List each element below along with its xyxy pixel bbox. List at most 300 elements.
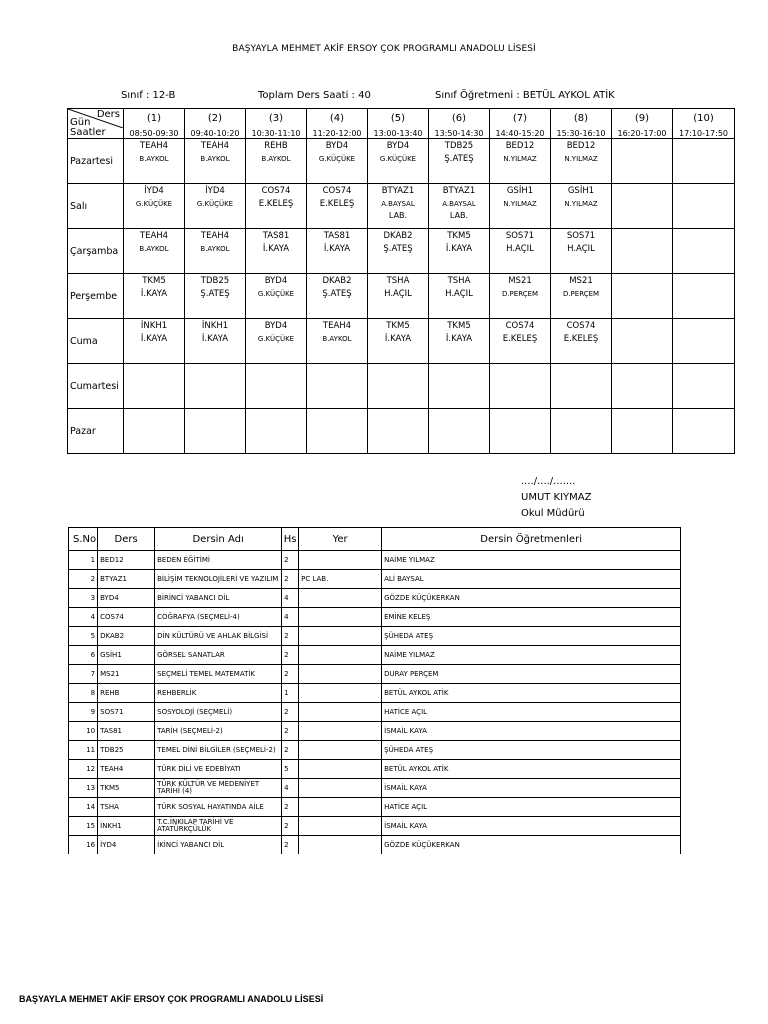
period-time: 10:30-11:10: [246, 128, 307, 139]
course-hours: 1: [282, 684, 299, 703]
lesson-cell: [124, 184, 185, 229]
lesson-teacher: G.KÜÇÜKE: [318, 155, 356, 163]
lesson-cell: [612, 364, 673, 409]
lesson-code: BED12: [566, 141, 596, 151]
lesson-code: COS74: [322, 186, 352, 196]
lesson-cell: [368, 184, 429, 229]
day-row: [68, 274, 735, 319]
course-room: PC LAB.: [299, 570, 382, 589]
course-code: TSHA: [98, 798, 155, 817]
course-no: 16: [69, 836, 98, 855]
course-teacher: İSMAİL KAYA: [382, 722, 681, 741]
lesson-cell: [429, 364, 490, 409]
course-code: İYD4: [98, 836, 155, 855]
lesson-teacher: Ş.ATEŞ: [200, 289, 230, 299]
lesson-cell: [612, 229, 673, 274]
lesson-code: BYD4: [264, 321, 288, 331]
lesson-cell: [124, 319, 185, 364]
day-row: [68, 319, 735, 364]
course-name: TÜRK DİLİ VE EDEBİYATI: [155, 760, 282, 779]
day-name: Pazar: [68, 409, 124, 454]
course-row: [69, 646, 681, 665]
course-code: BED12: [98, 551, 155, 570]
lesson-teacher: N.YILMAZ: [564, 200, 598, 208]
period-number: (6): [429, 109, 490, 129]
lesson-cell: [490, 229, 551, 274]
course-no: 13: [69, 779, 98, 798]
lesson-code: TEAH4: [139, 141, 169, 151]
course-hours: 2: [282, 665, 299, 684]
lesson-cell: [185, 229, 246, 274]
course-room: [299, 589, 382, 608]
course-no: 15: [69, 817, 98, 836]
course-no: 2: [69, 570, 98, 589]
total-hours: [258, 90, 371, 101]
course-hours: 4: [282, 589, 299, 608]
day-name: Perşembe: [68, 274, 124, 319]
lesson-cell: [551, 274, 612, 319]
lesson-cell: [368, 274, 429, 319]
lesson-cell: [185, 274, 246, 319]
course-room: [299, 646, 382, 665]
course-no: 11: [69, 741, 98, 760]
col-header-teachers: Dersin Öğretmenleri: [382, 528, 681, 551]
lesson-code: DKAB2: [383, 231, 413, 241]
course-name: BİLİŞİM TEKNOLOJİLERİ VE YAZILIM: [155, 570, 282, 589]
course-code: İNKH1: [98, 817, 155, 836]
day-name: Cumartesi: [68, 364, 124, 409]
corner-header: [68, 109, 124, 129]
lesson-cell: [490, 364, 551, 409]
lesson-teacher: G.KÜÇÜKE: [135, 200, 173, 208]
lesson-teacher: N.YILMAZ: [503, 155, 537, 163]
lesson-teacher: N.YILMAZ: [564, 155, 598, 163]
period-number: (2): [185, 109, 246, 129]
course-name: SOSYOLOJİ (SEÇMELİ): [155, 703, 282, 722]
lesson-cell: [551, 319, 612, 364]
course-room: [299, 608, 382, 627]
course-room: [299, 836, 382, 855]
lesson-code: BYD4: [325, 141, 349, 151]
lesson-cell: [307, 184, 368, 229]
signature-date: ..../..../.......: [521, 476, 576, 487]
lesson-teacher: Ş.ATEŞ: [322, 289, 352, 299]
day-row: [68, 139, 735, 184]
total-hours-value: 40: [358, 90, 371, 101]
day-name: Salı: [68, 184, 124, 229]
course-code: TEAH4: [98, 760, 155, 779]
course-list-body: [69, 551, 681, 855]
course-no: 5: [69, 627, 98, 646]
lesson-teacher: G.KÜÇÜKE: [196, 200, 234, 208]
footer-school-title: BAŞYAYLA MEHMET AKİF ERSOY ÇOK PROGRAMLI ANADOLU LİSESİ: [19, 994, 324, 1004]
course-hours: 2: [282, 551, 299, 570]
lesson-code: TSHA: [447, 276, 471, 286]
lesson-code: TEAH4: [200, 231, 230, 241]
period-number: (10): [673, 109, 735, 129]
lesson-code: İYD4: [205, 186, 225, 196]
day-row: [68, 409, 735, 454]
lesson-code: COS74: [505, 321, 535, 331]
period-number: (4): [307, 109, 368, 129]
lesson-code: TEAH4: [322, 321, 352, 331]
lesson-cell: [673, 319, 735, 364]
lesson-code: BYD4: [264, 276, 288, 286]
course-code: GSİH1: [98, 646, 155, 665]
lesson-code: GSİH1: [567, 186, 595, 196]
course-no: 9: [69, 703, 98, 722]
course-hours: 5: [282, 760, 299, 779]
lesson-code: SOS71: [505, 231, 535, 241]
lesson-teacher: E.KELEŞ: [319, 199, 355, 209]
lesson-cell: [490, 319, 551, 364]
lesson-code: MS21: [569, 276, 593, 286]
course-teacher: BETÜL AYKOL ATİK: [382, 684, 681, 703]
course-row: [69, 703, 681, 722]
period-time: 16:20-17:00: [612, 128, 673, 139]
course-hours: 4: [282, 608, 299, 627]
period-number: (1): [124, 109, 185, 129]
corner-saatler-label: Saatler: [70, 127, 106, 138]
lesson-code: TKM5: [386, 321, 410, 331]
course-name: BEDEN EĞİTİMİ: [155, 551, 282, 570]
weekly-schedule-table: [67, 108, 735, 454]
lesson-code: MS21: [508, 276, 532, 286]
lesson-code: BED12: [505, 141, 535, 151]
time-row: [68, 128, 735, 139]
period-time: 09:40-10:20: [185, 128, 246, 139]
lesson-cell: [307, 229, 368, 274]
lesson-cell: [246, 409, 307, 454]
course-name: İKİNCİ YABANCI DİL: [155, 836, 282, 855]
lesson-cell: [551, 139, 612, 184]
lesson-teacher: H.AÇIL: [506, 244, 534, 254]
lesson-teacher: B.AYKOL: [200, 155, 230, 163]
course-teacher: BETÜL AYKOL ATİK: [382, 760, 681, 779]
lesson-code: COS74: [566, 321, 596, 331]
corner-saatler: [68, 128, 124, 139]
lesson-teacher: G.KÜÇÜKE: [379, 155, 417, 163]
course-teacher: HATİCE AÇIL: [382, 703, 681, 722]
course-hours: 2: [282, 627, 299, 646]
lesson-code: COS74: [261, 186, 291, 196]
lesson-cell: [429, 409, 490, 454]
course-row: [69, 741, 681, 760]
col-header-hours: Hs: [282, 528, 299, 551]
lesson-code: TSHA: [386, 276, 410, 286]
lesson-cell: [429, 319, 490, 364]
principal-name: UMUT KIYMAZ: [521, 492, 592, 503]
lesson-teacher: B.AYKOL: [322, 335, 352, 343]
course-name: T.C.İNKILAP TARİHİ VE ATATÜRKÇÜLÜK: [155, 817, 282, 836]
lesson-code: TDB25: [200, 276, 230, 286]
day-name: Cuma: [68, 319, 124, 364]
lesson-teacher: E.KELEŞ: [502, 334, 538, 344]
lesson-cell: [185, 184, 246, 229]
lesson-room: LAB.: [388, 211, 408, 220]
course-row: [69, 798, 681, 817]
course-teacher: DURAY PERÇEM: [382, 665, 681, 684]
period-number: (9): [612, 109, 673, 129]
lesson-teacher: D.PERÇEM: [501, 290, 539, 298]
col-header-no: S.No: [69, 528, 98, 551]
lesson-cell: [246, 139, 307, 184]
lesson-cell: [612, 409, 673, 454]
course-teacher: ALİ BAYSAL: [382, 570, 681, 589]
lesson-cell: [368, 319, 429, 364]
lesson-cell: [185, 409, 246, 454]
period-number: (5): [368, 109, 429, 129]
course-name: TEMEL DİNİ BİLGİLER (SEÇMELİ-2): [155, 741, 282, 760]
lesson-cell: [612, 139, 673, 184]
lesson-cell: [673, 364, 735, 409]
lesson-code: İNKH1: [201, 321, 229, 331]
course-hours: 2: [282, 798, 299, 817]
course-row: [69, 551, 681, 570]
lesson-code: TKM5: [142, 276, 166, 286]
lesson-cell: [368, 364, 429, 409]
course-name: TÜRK KÜLTÜR VE MEDENİYET TARİHİ (4): [155, 779, 282, 798]
course-code: MS21: [98, 665, 155, 684]
course-hours: 4: [282, 779, 299, 798]
lesson-cell: [124, 274, 185, 319]
lesson-code: TAS81: [323, 231, 351, 241]
schedule-body: [68, 139, 735, 454]
course-no: 8: [69, 684, 98, 703]
lesson-code: TAS81: [262, 231, 290, 241]
course-no: 7: [69, 665, 98, 684]
lesson-cell: [307, 319, 368, 364]
lesson-cell: [124, 409, 185, 454]
lesson-cell: [368, 229, 429, 274]
course-teacher: GÖZDE KÜÇÜKERKAN: [382, 836, 681, 855]
lesson-teacher: İ.KAYA: [445, 334, 473, 344]
lesson-cell: [429, 274, 490, 319]
lesson-code: TKM5: [447, 321, 471, 331]
course-room: [299, 722, 382, 741]
lesson-teacher: İ.KAYA: [384, 334, 412, 344]
lesson-code: REHB: [264, 141, 288, 151]
lesson-teacher: G.KÜÇÜKE: [257, 290, 295, 298]
lesson-code: BTYAZ1: [381, 186, 415, 196]
period-time: 14:40-15:20: [490, 128, 551, 139]
lesson-teacher: N.YILMAZ: [503, 200, 537, 208]
course-hours: 2: [282, 570, 299, 589]
day-row: [68, 184, 735, 229]
lesson-room: LAB.: [449, 211, 469, 220]
course-room: [299, 779, 382, 798]
course-list-table: [68, 527, 681, 854]
lesson-teacher: E.KELEŞ: [258, 199, 294, 209]
period-time: 13:00-13:40: [368, 128, 429, 139]
course-code: TDB25: [98, 741, 155, 760]
lesson-cell: [673, 139, 735, 184]
course-row: [69, 570, 681, 589]
corner-ders-label: Ders: [96, 109, 120, 120]
lesson-teacher: İ.KAYA: [201, 334, 229, 344]
course-room: [299, 703, 382, 722]
course-teacher: İSMAİL KAYA: [382, 779, 681, 798]
course-teacher: İSMAİL KAYA: [382, 817, 681, 836]
col-header-code: Ders: [98, 528, 155, 551]
lesson-cell: [673, 274, 735, 319]
course-no: 3: [69, 589, 98, 608]
course-row: [69, 836, 681, 855]
course-code: TAS81: [98, 722, 155, 741]
course-name: TÜRK SOSYAL HAYATINDA AİLE: [155, 798, 282, 817]
course-row: [69, 684, 681, 703]
col-header-name: Dersin Adı: [155, 528, 282, 551]
day-name: Pazartesi: [68, 139, 124, 184]
day-row: [68, 364, 735, 409]
lesson-cell: [490, 274, 551, 319]
lesson-cell: [551, 364, 612, 409]
course-code: SOS71: [98, 703, 155, 722]
course-room: [299, 665, 382, 684]
course-name: BİRİNCİ YABANCI DİL: [155, 589, 282, 608]
course-code: BTYAZ1: [98, 570, 155, 589]
course-row: [69, 665, 681, 684]
course-teacher: HATİCE AÇIL: [382, 798, 681, 817]
lesson-code: GSİH1: [506, 186, 534, 196]
lesson-cell: [307, 364, 368, 409]
col-header-room: Yer: [299, 528, 382, 551]
period-number: (7): [490, 109, 551, 129]
period-time: 11:20-12:00: [307, 128, 368, 139]
class-label: Sınıf : 12-B: [121, 90, 176, 101]
course-teacher: ŞÜHEDA ATEŞ: [382, 627, 681, 646]
lesson-cell: [612, 184, 673, 229]
period-number: (3): [246, 109, 307, 129]
course-teacher: ŞÜHEDA ATEŞ: [382, 741, 681, 760]
course-name: TARİH (SEÇMELİ-2): [155, 722, 282, 741]
course-hours: 2: [282, 741, 299, 760]
lesson-teacher: İ.KAYA: [140, 334, 168, 344]
course-row: [69, 589, 681, 608]
lesson-code: TDB25: [444, 141, 474, 151]
lesson-code: DKAB2: [322, 276, 352, 286]
lesson-cell: [612, 274, 673, 319]
course-hours: 2: [282, 817, 299, 836]
lesson-cell: [246, 274, 307, 319]
course-row: [69, 779, 681, 798]
course-code: TKM5: [98, 779, 155, 798]
lesson-code: İNKH1: [140, 321, 168, 331]
lesson-cell: [551, 229, 612, 274]
lesson-code: TEAH4: [139, 231, 169, 241]
lesson-cell: [185, 319, 246, 364]
lesson-teacher: B.AYKOL: [200, 245, 230, 253]
lesson-cell: [246, 319, 307, 364]
course-hours: 2: [282, 836, 299, 855]
course-row: [69, 722, 681, 741]
course-no: 10: [69, 722, 98, 741]
course-no: 6: [69, 646, 98, 665]
lesson-teacher: Ş.ATEŞ: [383, 244, 413, 254]
lesson-cell: [673, 184, 735, 229]
lesson-cell: [490, 139, 551, 184]
lesson-cell: [612, 319, 673, 364]
lesson-cell: [429, 139, 490, 184]
lesson-code: TKM5: [447, 231, 471, 241]
lesson-teacher: İ.KAYA: [445, 244, 473, 254]
class-teacher: Sınıf Öğretmeni : BETÜL AYKOL ATİK: [435, 90, 615, 101]
course-code: REHB: [98, 684, 155, 703]
lesson-teacher: A.BAYSAL: [442, 200, 476, 208]
course-teacher: EMİNE KELEŞ: [382, 608, 681, 627]
course-header-row: [69, 528, 681, 551]
lesson-cell: [124, 139, 185, 184]
corner-gun-label: Gün: [70, 117, 91, 128]
course-name: REHBERLİK: [155, 684, 282, 703]
course-row: [69, 627, 681, 646]
lesson-cell: [551, 184, 612, 229]
course-hours: 2: [282, 722, 299, 741]
period-time: 15:30-16:10: [551, 128, 612, 139]
lesson-teacher: B.AYKOL: [261, 155, 291, 163]
period-time: 08:50-09:30: [124, 128, 185, 139]
lesson-cell: [124, 364, 185, 409]
lesson-teacher: İ.KAYA: [323, 244, 351, 254]
lesson-cell: [429, 184, 490, 229]
lesson-cell: [124, 229, 185, 274]
lesson-teacher: A.BAYSAL: [381, 200, 415, 208]
period-time: 13:50-14:30: [429, 128, 490, 139]
course-row: [69, 608, 681, 627]
lesson-cell: [246, 364, 307, 409]
lesson-cell: [368, 139, 429, 184]
course-room: [299, 551, 382, 570]
period-number-row: [68, 109, 735, 129]
lesson-teacher: E.KELEŞ: [563, 334, 599, 344]
lesson-code: SOS71: [566, 231, 596, 241]
course-teacher: NAİME YILMAZ: [382, 646, 681, 665]
course-name: COĞRAFYA (SEÇMELİ-4): [155, 608, 282, 627]
course-code: DKAB2: [98, 627, 155, 646]
course-teacher: NAİME YILMAZ: [382, 551, 681, 570]
course-room: [299, 684, 382, 703]
lesson-teacher: B.AYKOL: [139, 245, 169, 253]
course-room: [299, 798, 382, 817]
period-number: (8): [551, 109, 612, 129]
lesson-cell: [307, 409, 368, 454]
course-teacher: GÖZDE KÜÇÜKERKAN: [382, 589, 681, 608]
lesson-cell: [246, 229, 307, 274]
lesson-code: İYD4: [144, 186, 164, 196]
course-room: [299, 741, 382, 760]
period-time: 17:10-17:50: [673, 128, 735, 139]
school-title: BAŞYAYLA MEHMET AKİF ERSOY ÇOK PROGRAMLI ANADOLU LİSESİ: [232, 44, 536, 54]
lesson-cell: [673, 409, 735, 454]
lesson-teacher: H.AÇIL: [384, 289, 412, 299]
course-room: [299, 760, 382, 779]
lesson-teacher: Ş.ATEŞ: [444, 154, 474, 164]
lesson-code: TEAH4: [200, 141, 230, 151]
course-code: COS74: [98, 608, 155, 627]
lesson-teacher: H.AÇIL: [567, 244, 595, 254]
course-name: GÖRSEL SANATLAR: [155, 646, 282, 665]
lesson-cell: [246, 184, 307, 229]
course-name: DİN KÜLTÜRÜ VE AHLAK BİLGİSİ: [155, 627, 282, 646]
lesson-teacher: D.PERÇEM: [562, 290, 600, 298]
course-no: 1: [69, 551, 98, 570]
lesson-cell: [368, 409, 429, 454]
principal-role: Okul Müdürü: [521, 508, 585, 519]
lesson-cell: [307, 139, 368, 184]
lesson-cell: [185, 139, 246, 184]
total-hours-label: Toplam Ders Saati :: [258, 90, 355, 101]
course-code: BYD4: [98, 589, 155, 608]
